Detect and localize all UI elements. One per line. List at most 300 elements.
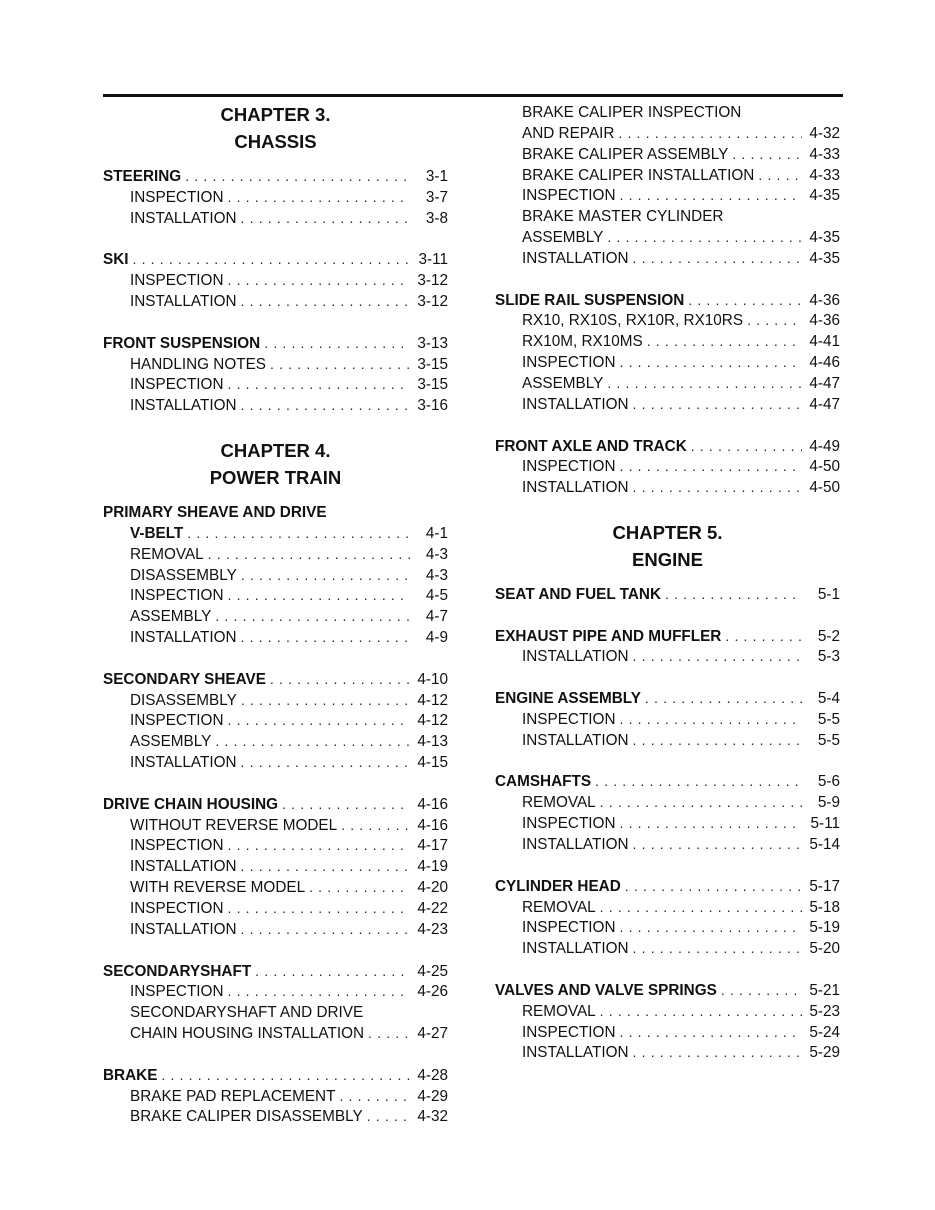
toc-section-valves-and-valve-springs — [495, 980, 840, 1063]
toc-section-cylinder-head — [495, 876, 840, 959]
page-number: 3-12 — [417, 272, 448, 290]
leader-dots — [133, 249, 411, 270]
subentry[interactable] — [495, 310, 840, 331]
page-number: 5-24 — [809, 1023, 840, 1041]
subentry[interactable] — [103, 877, 448, 898]
toc-section-slide-rail-suspension — [495, 290, 840, 415]
toc-right-column — [495, 102, 840, 1063]
subentry[interactable] — [495, 1042, 840, 1063]
toc-section-primary-sheave-and-drive — [103, 502, 448, 648]
page-number: 4-49 — [809, 437, 840, 455]
subentry[interactable] — [103, 815, 448, 836]
section-entry[interactable] — [495, 436, 840, 457]
leader-dots — [228, 585, 411, 606]
page-number: 4-19 — [417, 858, 448, 876]
entry-title: CYLINDER HEAD — [495, 877, 621, 895]
leader-dots — [241, 627, 410, 648]
leader-dots — [607, 227, 802, 248]
leader-dots — [228, 981, 411, 1002]
entry-title: DISASSEMBLY — [130, 566, 237, 584]
spacer — [103, 312, 448, 333]
section-entry[interactable] — [495, 290, 840, 311]
leader-dots — [270, 354, 410, 375]
page-number: 4-35 — [809, 249, 840, 267]
entry-title: BRAKE CALIPER INSPECTION — [522, 104, 742, 121]
page-number: 4-32 — [809, 124, 840, 142]
page-number: 4-16 — [417, 795, 448, 813]
page-number: 4-46 — [809, 354, 840, 372]
spacer — [495, 751, 840, 772]
leader-dots — [620, 456, 803, 477]
page-number: 4-33 — [809, 166, 840, 184]
entry-title: RX10M, RX10MS — [522, 333, 643, 351]
entry-title: SKI — [103, 251, 129, 269]
leader-dots — [747, 310, 802, 331]
page-number: 4-28 — [417, 1066, 448, 1084]
page-number: 4-15 — [417, 754, 448, 772]
leader-dots — [241, 395, 410, 416]
leader-dots — [633, 730, 802, 751]
leader-dots — [600, 1001, 802, 1022]
entry-title: FRONT AXLE AND TRACK — [495, 437, 687, 455]
entry-title: INSPECTION — [130, 712, 224, 730]
leader-dots — [367, 1106, 410, 1127]
entry-title: BRAKE PAD REPLACEMENT — [130, 1087, 336, 1105]
leader-dots — [620, 917, 803, 938]
chapter-number: CHAPTER 3. — [220, 104, 331, 125]
subentry[interactable] — [495, 165, 840, 186]
subentry[interactable] — [495, 331, 840, 352]
page-number: 4-50 — [809, 458, 840, 476]
page-number: 4-1 — [425, 524, 448, 542]
page-number: 3-11 — [418, 251, 448, 269]
toc-section-front-axle-and-track — [495, 436, 840, 499]
leader-dots — [633, 834, 802, 855]
leader-dots — [187, 523, 410, 544]
toc-section-engine-assembly — [495, 688, 840, 751]
subentry[interactable] — [103, 1086, 448, 1107]
entry-title: SECONDARYSHAFT AND DRIVE — [130, 1004, 364, 1022]
entry-title: RX10, RX10S, RX10R, RX10RS — [522, 312, 744, 330]
leader-dots — [309, 877, 410, 898]
page-number: 3-12 — [417, 293, 448, 311]
leader-dots — [241, 208, 410, 229]
page-number: 3-16 — [417, 397, 448, 415]
entry-title: BRAKE CALIPER INSTALLATION — [522, 166, 755, 184]
entry-title: INSTALLATION — [130, 920, 237, 938]
entry-title: WITH REVERSE MODEL — [130, 879, 306, 897]
section-entry[interactable] — [103, 794, 448, 815]
page-number: 4-35 — [809, 229, 840, 247]
subentry[interactable] — [103, 585, 448, 606]
leader-dots — [264, 333, 410, 354]
leader-dots — [633, 394, 802, 415]
chapter-number: CHAPTER 5. — [612, 521, 723, 543]
leader-dots — [241, 291, 410, 312]
leader-dots — [161, 1065, 410, 1086]
toc-section-ski — [103, 249, 448, 312]
leader-dots — [633, 477, 802, 498]
page-number: 4-9 — [425, 629, 448, 647]
subentry[interactable] — [103, 208, 448, 229]
subentry[interactable] — [495, 352, 840, 373]
entry-title: INSTALLATION — [522, 395, 629, 413]
page-number: 3-15 — [417, 376, 448, 394]
spacer — [495, 855, 840, 876]
leader-dots — [241, 919, 410, 940]
spacer — [495, 959, 840, 980]
leader-dots — [228, 835, 411, 856]
subentry[interactable] — [495, 123, 840, 144]
leader-dots — [241, 752, 410, 773]
spacer — [103, 416, 448, 437]
leader-dots — [732, 144, 802, 165]
spacer — [103, 648, 448, 669]
entry-title: INSTALLATION — [522, 648, 629, 666]
entry-title: WITHOUT REVERSE MODEL — [130, 816, 338, 834]
section-entry[interactable] — [103, 333, 448, 354]
subentry[interactable] — [103, 981, 448, 1002]
page-number: 3-15 — [417, 355, 448, 373]
chapter-number: CHAPTER 4. — [220, 439, 331, 461]
toc-section-seat-and-fuel-tank — [495, 584, 840, 605]
page-number: 5-2 — [817, 627, 840, 645]
page-number: 4-27 — [417, 1025, 448, 1043]
entry-title: INSPECTION — [130, 900, 224, 917]
section-entry[interactable] — [495, 688, 840, 709]
subentry[interactable] — [103, 374, 448, 395]
subentry-title-line — [495, 102, 840, 123]
subentry[interactable] — [495, 813, 840, 834]
page-number: 4-50 — [809, 479, 840, 497]
subentry[interactable] — [103, 731, 448, 752]
page-number: 4-47 — [809, 374, 840, 392]
entry-title: DISASSEMBLY — [130, 691, 237, 709]
page-number: 4-36 — [809, 312, 840, 330]
subentry[interactable] — [495, 248, 840, 269]
chapter-heading — [103, 101, 448, 155]
entry-title: INSPECTION — [522, 815, 616, 833]
section-entry[interactable] — [103, 166, 448, 187]
page-number: 4-32 — [417, 1108, 448, 1126]
entry-title: INSPECTION — [130, 272, 224, 290]
entry-title: INSTALLATION — [130, 629, 237, 647]
subentry[interactable] — [495, 646, 840, 667]
page-number: 4-41 — [809, 333, 840, 351]
entry-title: INSTALLATION — [522, 731, 629, 749]
entry-title: CHAIN HOUSING INSTALLATION — [130, 1025, 365, 1043]
leader-dots — [633, 248, 802, 269]
subentry[interactable] — [495, 456, 840, 477]
subentry-title-line — [103, 1002, 448, 1023]
section-title-line — [103, 502, 448, 523]
entry-title: SLIDE RAIL SUSPENSION — [495, 291, 685, 309]
subentry[interactable] — [103, 395, 448, 416]
page-number: 5-11 — [810, 815, 840, 833]
entry-title: EXHAUST PIPE AND MUFFLER — [495, 627, 722, 645]
entry-title: ASSEMBLY — [522, 374, 604, 392]
page-number: 5-5 — [817, 710, 840, 728]
entry-title: INSTALLATION — [522, 1044, 629, 1062]
leader-dots — [228, 710, 411, 731]
page-number: 5-4 — [817, 690, 840, 708]
entry-title: INSTALLATION — [522, 836, 629, 853]
section-entry[interactable] — [103, 1065, 448, 1086]
chapter-title: CHASSIS — [234, 131, 317, 152]
entry-title: INSTALLATION — [522, 479, 629, 497]
subentry[interactable] — [103, 856, 448, 877]
spacer — [495, 573, 840, 584]
subentry[interactable] — [495, 477, 840, 498]
leader-dots — [620, 185, 803, 206]
entry-title: INSPECTION — [130, 837, 224, 855]
leader-dots — [215, 606, 410, 627]
entry-title: INSPECTION — [522, 1023, 616, 1041]
leader-dots — [270, 669, 410, 690]
page-number: 5-21 — [809, 981, 840, 999]
header-rule — [103, 94, 843, 97]
subentry[interactable] — [495, 1022, 840, 1043]
page-number: 4-47 — [809, 395, 840, 413]
section-entry[interactable] — [103, 249, 448, 270]
page-number: 3-13 — [417, 334, 448, 352]
entry-title: DRIVE CHAIN HOUSING — [103, 795, 279, 813]
spacer — [103, 229, 448, 250]
entry-title: REMOVAL — [130, 545, 204, 563]
leader-dots — [758, 165, 802, 186]
entry-title: INSPECTION — [522, 458, 616, 476]
leader-dots — [607, 373, 802, 394]
subentry[interactable] — [103, 919, 448, 940]
entry-title: INSPECTION — [522, 710, 616, 728]
leader-dots — [721, 980, 802, 1001]
toc-section-drive-chain-housing — [103, 794, 448, 940]
page-number: 4-5 — [425, 587, 448, 605]
page-number: 5-1 — [817, 585, 840, 603]
entry-title: INSTALLATION — [130, 397, 237, 415]
chapter-title: POWER TRAIN — [209, 466, 342, 488]
subentry[interactable] — [103, 565, 448, 586]
entry-title: INSPECTION — [522, 187, 616, 205]
subentry[interactable] — [495, 938, 840, 959]
leader-dots — [618, 123, 802, 144]
subentry[interactable] — [495, 373, 840, 394]
entry-title: INSPECTION — [130, 376, 224, 394]
page-number: 5-18 — [809, 898, 840, 916]
subentry[interactable] — [495, 834, 840, 855]
subentry[interactable] — [103, 544, 448, 565]
page-number: 5-14 — [809, 836, 840, 853]
leader-dots — [228, 187, 411, 208]
subentry[interactable] — [103, 187, 448, 208]
spacer — [103, 491, 448, 502]
page-number: 4-10 — [417, 670, 448, 688]
leader-dots — [241, 856, 410, 877]
section-entry[interactable] — [495, 584, 840, 605]
chapter-title: ENGINE — [632, 548, 703, 570]
subentry[interactable] — [495, 394, 840, 415]
entry-title: ASSEMBLY — [522, 229, 604, 247]
page-number: 5-19 — [809, 919, 840, 937]
entry-title: INSPECTION — [130, 188, 224, 206]
section-entry[interactable] — [103, 961, 448, 982]
section-entry[interactable] — [103, 523, 448, 544]
page-number: 4-3 — [425, 566, 448, 584]
subentry[interactable] — [103, 898, 448, 919]
leader-dots — [228, 898, 411, 919]
page-number: 4-26 — [417, 983, 448, 1001]
leader-dots — [688, 290, 802, 311]
entry-title: BRAKE — [103, 1066, 158, 1084]
toc-section-secondaryshaft — [103, 961, 448, 1044]
page-number: 4-7 — [425, 608, 448, 626]
page-number: 4-3 — [425, 545, 448, 563]
page-number: 4-23 — [417, 920, 448, 938]
section-entry[interactable] — [495, 771, 840, 792]
toc-section-brake — [103, 1065, 448, 1128]
leader-dots — [215, 731, 410, 752]
page-number: 4-13 — [417, 733, 448, 751]
subentry[interactable] — [103, 835, 448, 856]
leader-dots — [595, 771, 802, 792]
subentry[interactable] — [103, 752, 448, 773]
page-number: 3-8 — [425, 209, 448, 227]
leader-dots — [620, 352, 803, 373]
entry-title: INSPECTION — [522, 354, 616, 372]
page-number: 5-17 — [809, 877, 840, 895]
leader-dots — [620, 813, 803, 834]
toc-left-column — [103, 101, 448, 1127]
page-number: 4-16 — [417, 816, 448, 834]
subentry[interactable] — [495, 709, 840, 730]
entry-title: INSTALLATION — [130, 858, 237, 876]
subentry[interactable] — [495, 227, 840, 248]
subentry[interactable] — [495, 917, 840, 938]
entry-title: ENGINE ASSEMBLY — [495, 690, 641, 708]
toc-section-secondary-sheave — [103, 669, 448, 773]
entry-title: V-BELT — [130, 524, 184, 542]
subentry[interactable] — [495, 1001, 840, 1022]
subentry[interactable] — [495, 897, 840, 918]
page-number: 4-36 — [809, 291, 840, 309]
subentry[interactable] — [103, 1023, 448, 1044]
spacer — [103, 155, 448, 166]
entry-title: INSTALLATION — [522, 249, 629, 267]
entry-title: INSPECTION — [522, 919, 616, 937]
toc-section-exhaust-pipe-and-muffler — [495, 626, 840, 668]
chapter-heading — [103, 437, 448, 491]
leader-dots — [625, 876, 802, 897]
subentry[interactable] — [103, 690, 448, 711]
leader-dots — [241, 690, 410, 711]
subentry[interactable] — [103, 627, 448, 648]
leader-dots — [208, 544, 410, 565]
leader-dots — [368, 1023, 410, 1044]
page-number: 5-20 — [809, 940, 840, 958]
entry-title: BRAKE MASTER CYLINDER — [522, 208, 724, 226]
leader-dots — [341, 815, 410, 836]
subentry[interactable] — [103, 270, 448, 291]
leader-dots — [241, 565, 410, 586]
section-entry[interactable] — [495, 980, 840, 1001]
section-entry[interactable] — [103, 669, 448, 690]
spacer — [495, 415, 840, 436]
spacer — [495, 667, 840, 688]
page-number: 4-35 — [809, 187, 840, 205]
subentry[interactable] — [103, 291, 448, 312]
subentry[interactable] — [103, 710, 448, 731]
entry-title: INSTALLATION — [130, 209, 237, 227]
page-number: 5-5 — [817, 731, 840, 749]
entry-title: SECONDARYSHAFT — [103, 962, 252, 980]
page-number: 4-22 — [417, 900, 448, 917]
spacer — [495, 605, 840, 626]
leader-dots — [282, 794, 410, 815]
entry-title: INSTALLATION — [522, 940, 629, 958]
page-number: 4-33 — [809, 145, 840, 163]
entry-title: AND REPAIR — [522, 124, 615, 142]
leader-dots — [665, 584, 802, 605]
leader-dots — [725, 626, 802, 647]
subentry[interactable] — [103, 606, 448, 627]
toc-section-camshafts — [495, 771, 840, 854]
subentry[interactable] — [103, 354, 448, 375]
spacer — [495, 269, 840, 290]
page-number: 5-23 — [809, 1002, 840, 1020]
entry-title: INSPECTION — [130, 587, 224, 605]
leader-dots — [185, 166, 410, 187]
spacer — [103, 940, 448, 961]
section-entry[interactable] — [495, 876, 840, 897]
page-number: 4-17 — [417, 837, 448, 855]
page-number: 4-12 — [417, 712, 448, 730]
entry-title: STEERING — [103, 168, 182, 185]
spacer — [495, 498, 840, 519]
page-number: 4-12 — [417, 691, 448, 709]
leader-dots — [228, 374, 411, 395]
leader-dots — [633, 938, 802, 959]
entry-title: ASSEMBLY — [130, 733, 212, 751]
leader-dots — [600, 897, 802, 918]
subentry[interactable] — [495, 144, 840, 165]
entry-title: BRAKE CALIPER DISASSEMBLY — [130, 1108, 363, 1126]
entry-title: REMOVAL — [522, 1002, 596, 1020]
entry-title: INSPECTION — [130, 983, 224, 1001]
subentry[interactable] — [103, 1106, 448, 1127]
entry-title: CAMSHAFTS — [495, 773, 592, 791]
entry-title: ASSEMBLY — [130, 608, 212, 626]
page-number: 3-1 — [425, 168, 448, 185]
leader-dots — [339, 1086, 410, 1107]
toc-continuation — [495, 102, 840, 269]
page-number: 4-29 — [417, 1087, 448, 1105]
subentry[interactable] — [495, 730, 840, 751]
leader-dots — [645, 688, 802, 709]
leader-dots — [600, 792, 802, 813]
subentry[interactable] — [495, 792, 840, 813]
entry-title: REMOVAL — [522, 794, 596, 812]
subentry[interactable] — [495, 185, 840, 206]
entry-title: HANDLING NOTES — [130, 355, 266, 373]
entry-title: REMOVAL — [522, 898, 596, 916]
subentry-title-line — [495, 206, 840, 227]
entry-title: BRAKE CALIPER ASSEMBLY — [522, 145, 729, 163]
section-entry[interactable] — [495, 626, 840, 647]
entry-title: INSTALLATION — [130, 754, 237, 772]
entry-title: INSTALLATION — [130, 293, 237, 311]
spacer — [103, 773, 448, 794]
leader-dots — [633, 646, 802, 667]
